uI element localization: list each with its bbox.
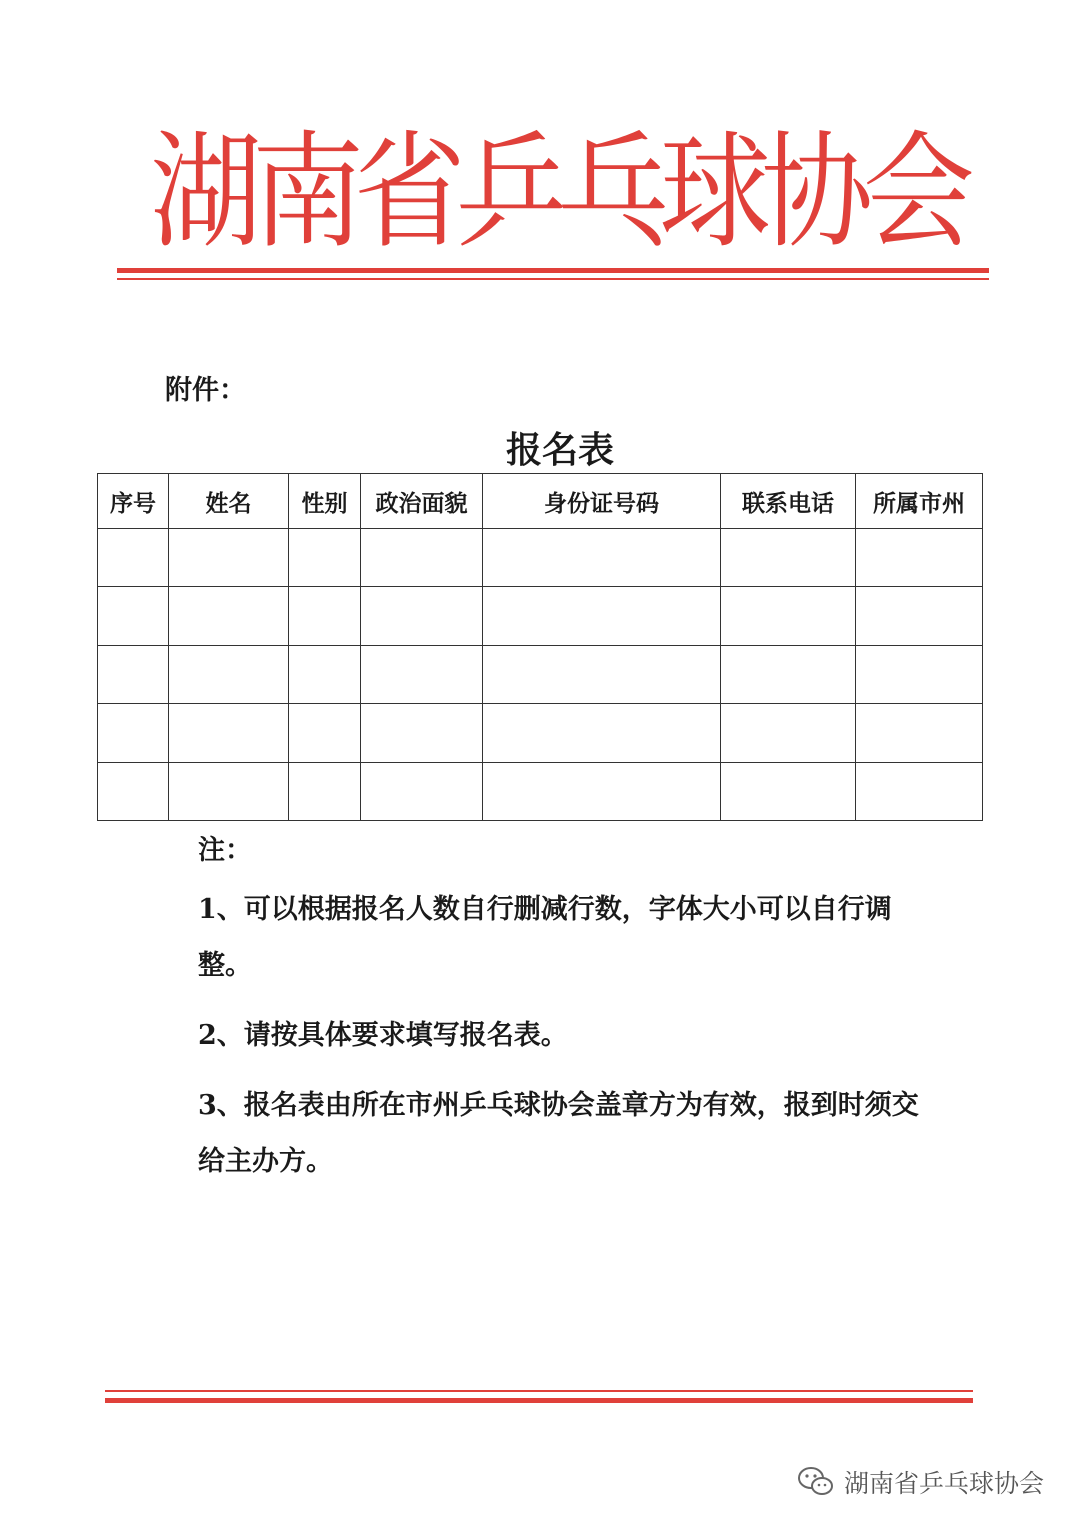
table-cell[interactable] xyxy=(856,529,983,587)
table-cell[interactable] xyxy=(98,762,169,820)
notes-section xyxy=(198,828,938,1190)
table-cell[interactable] xyxy=(169,762,289,820)
letterhead-char: 会 xyxy=(862,120,975,266)
table-cell[interactable] xyxy=(98,704,169,762)
wechat-icon xyxy=(796,1465,836,1499)
note-item: 3、报名表由所在市州乒乓球协会盖章方为有效，报到时须交给主办方。 xyxy=(198,1090,919,1177)
letterhead-char: 湖 xyxy=(150,120,262,266)
header-city: 所属市州 xyxy=(856,474,983,529)
table-cell[interactable] xyxy=(289,762,361,820)
table-cell[interactable] xyxy=(856,587,983,645)
table-cell[interactable] xyxy=(361,704,483,762)
table-row xyxy=(98,762,983,820)
table-cell[interactable] xyxy=(483,704,721,762)
note-item: 1、可以根据报名人数自行删减行数，字体大小可以自行调整。 xyxy=(198,894,892,981)
table-cell[interactable] xyxy=(98,645,169,703)
watermark-text: 湖南省乒乓球协会 xyxy=(843,1469,1044,1498)
header-name: 姓名 xyxy=(169,474,289,529)
watermark xyxy=(796,1462,1044,1502)
header-political-status: 政治面貌 xyxy=(361,474,483,529)
letterhead-char: 省 xyxy=(353,120,466,266)
footer-divider-thick xyxy=(105,1398,973,1403)
table-row xyxy=(98,645,983,703)
table-cell[interactable] xyxy=(361,529,483,587)
table-cell[interactable] xyxy=(721,762,856,820)
table-cell[interactable] xyxy=(483,762,721,820)
note-item: 2、请按具体要求填写报名表。 xyxy=(198,1020,568,1051)
table-cell[interactable] xyxy=(361,762,483,820)
registration-table xyxy=(97,473,983,821)
header-seq: 序号 xyxy=(98,474,169,529)
attachment-label: 附件： xyxy=(165,375,246,406)
table-row xyxy=(98,587,983,645)
table-cell[interactable] xyxy=(361,645,483,703)
letterhead-divider-thick xyxy=(117,268,989,273)
table-cell[interactable] xyxy=(483,587,721,645)
table-cell[interactable] xyxy=(98,529,169,587)
table-cell[interactable] xyxy=(856,645,983,703)
table-cell[interactable] xyxy=(856,762,983,820)
table-cell[interactable] xyxy=(721,704,856,762)
header-gender: 性别 xyxy=(289,474,361,529)
table-cell[interactable] xyxy=(289,529,361,587)
table-cell[interactable] xyxy=(483,645,721,703)
table-cell[interactable] xyxy=(169,704,289,762)
table-cell[interactable] xyxy=(289,704,361,762)
letterhead-title xyxy=(150,120,975,266)
letterhead-char: 乒 xyxy=(455,120,568,266)
table-body xyxy=(98,529,983,821)
table-cell[interactable] xyxy=(169,587,289,645)
table-cell[interactable] xyxy=(98,587,169,645)
table-cell[interactable] xyxy=(721,587,856,645)
notes-heading: 注： xyxy=(198,835,252,866)
table-cell[interactable] xyxy=(289,587,361,645)
form-title: 报名表 xyxy=(505,429,614,471)
table-cell[interactable] xyxy=(289,645,361,703)
letterhead-char: 球 xyxy=(659,120,772,266)
letterhead-char: 协 xyxy=(761,120,874,266)
table-cell[interactable] xyxy=(483,529,721,587)
table-row xyxy=(98,529,983,587)
letterhead-char: 南 xyxy=(251,120,364,266)
table-cell[interactable] xyxy=(721,645,856,703)
table-cell[interactable] xyxy=(856,704,983,762)
table-cell[interactable] xyxy=(721,529,856,587)
table-header-row xyxy=(98,474,983,529)
letterhead-divider-thin xyxy=(117,278,989,280)
table-cell[interactable] xyxy=(169,645,289,703)
header-phone: 联系电话 xyxy=(721,474,856,529)
letterhead-char: 乓 xyxy=(557,120,670,266)
footer-divider-thin xyxy=(105,1390,973,1392)
table-row xyxy=(98,704,983,762)
header-id-number: 身份证号码 xyxy=(483,474,721,529)
table-cell[interactable] xyxy=(361,587,483,645)
table-cell[interactable] xyxy=(169,529,289,587)
